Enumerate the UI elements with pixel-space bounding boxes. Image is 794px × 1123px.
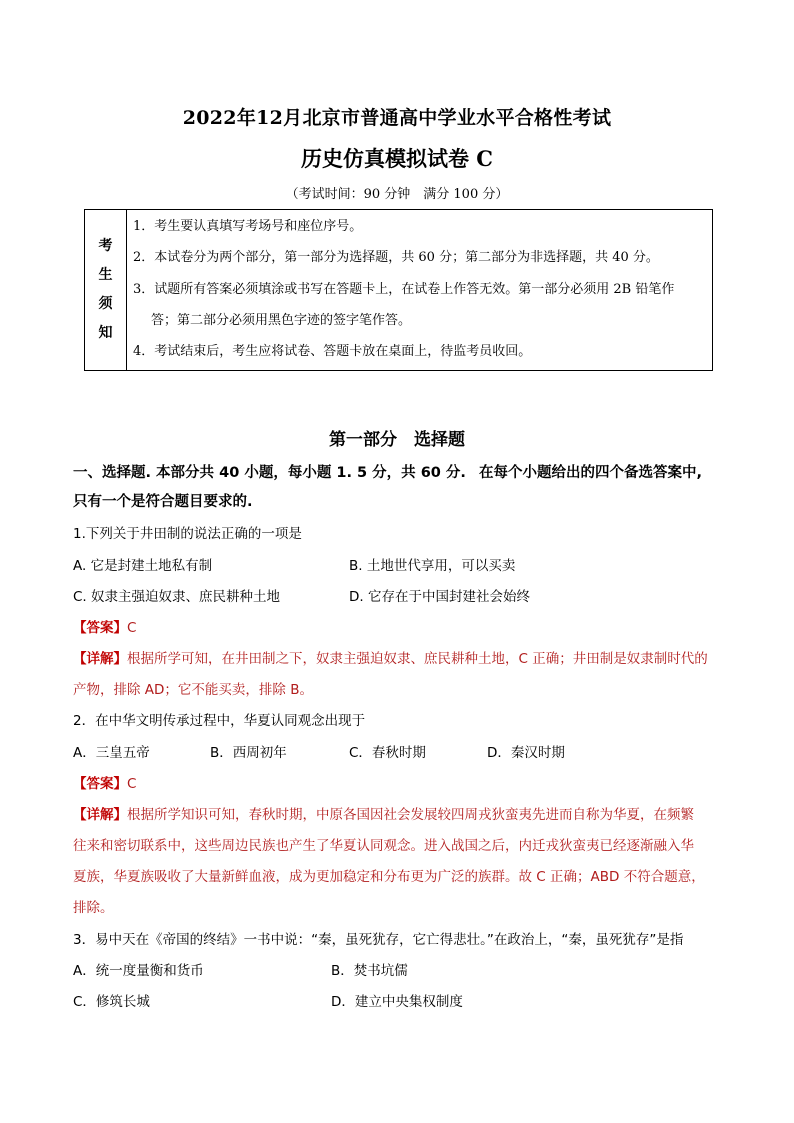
question-1-option-d: D. 它存在于中国封建社会始终 [349,589,530,605]
question-1-option-c: C. 奴隶主强迫奴隶、庶民耕种土地 [73,589,281,605]
question-3-option-c: C．修筑长城 [73,994,150,1010]
question-1-answer [73,618,136,638]
question-3-stem: 3．易中天在《帝国的终结》一书中说：“秦，虽死犹存，它亡得悲壮。”在政治上，“秦，虽死犹存”是指 [73,932,684,948]
answer-value: C [127,620,137,636]
section-instructions-line1 [73,463,702,483]
answer-value: C [127,776,137,792]
answer-tag: 【答案】 [73,776,127,792]
exam-title: 2022年12月北京市普通高中学业水平合格性考试 [182,107,612,129]
exam-subtitle: 历史仿真模拟试卷 C [300,146,494,171]
question-2-stem: 2．在中华文明传承过程中，华夏认同观念出现于 [73,713,366,729]
detail-tag: 【详解】 [73,807,127,823]
question-2-answer [73,774,136,794]
detail-text: 根据所学可知，在井田制之下，奴隶主强迫奴隶、庶民耕种土地，C 正确；井田制是奴隶制时代的 [127,651,708,667]
detail-text: 根据所学知识可知，春秋时期，中原各国因社会发展较四周戎狄蛮夷先进而自称为华夏，在频繁 [127,807,694,823]
question-1-stem: 1.下列关于井田制的说法正确的一项是 [73,526,302,542]
question-1-detail-line2: 产物，排除 AD；它不能买卖，排除 B。 [73,682,313,698]
question-2-option-b: B．西周初年 [210,745,287,761]
answer-tag: 【答案】 [73,620,127,636]
question-3-option-a: A．统一度量衡和货币 [73,963,204,979]
question-1-option-b: B. 土地世代享用，可以买卖 [349,558,516,574]
notice-label [85,210,127,370]
question-3-option-d: D．建立中央集权制度 [331,994,463,1010]
question-2-detail-line4: 排除。 [73,900,114,916]
detail-tag: 【详解】 [73,651,127,667]
notice-label-char: 考 [98,238,113,254]
question-2-option-d: D．秦汉时期 [487,745,565,761]
question-2-option-a: A．三皇五帝 [73,745,150,761]
instructions-part-b: 在每个小题给出的四个备选答案中, [479,465,703,481]
question-2-detail-line2: 往来和密切联系中，这些周边民族也产生了华夏认同观念。进入战国之后，内迁戎狄蛮夷已经逐渐融入华 [73,838,694,854]
exam-info: （考试时间：90 分钟 满分 100 分） [285,187,509,202]
question-2-detail-line1 [73,805,694,825]
question-3-option-b: B．焚书坑儒 [331,963,408,979]
notice-rule-3-cont: 答；第二部分必须用黑色字迹的签字笔作答。 [151,313,412,328]
notice-label-char: 须 [98,296,113,312]
notice-rule-4: 4．考试结束后，考生应将试卷、答题卡放在桌面上，待监考员收回。 [133,344,532,359]
section-instructions-line2: 只有一个是符合题目要求的. [73,494,253,510]
notice-rule-2: 2．本试卷分为两个部分，第一部分为选择题，共 60 分；第二部分为非选择题，共 40 分。 [133,250,659,265]
notice-label-char: 生 [98,267,113,283]
question-1-option-a: A. 它是封建土地私有制 [73,558,213,574]
section-title: 第一部分 选择题 [329,430,465,450]
question-2-detail-line3: 夏族，华夏族吸收了大量新鲜血液，成为更加稳定和分布更为广泛的族群。故 C 正确；ABD 不符合题意， [73,869,705,885]
question-1-detail-line1 [73,649,708,669]
candidate-notice-box [84,209,713,371]
question-2-option-c: C．春秋时期 [349,745,426,761]
notice-rule-3: 3．试题所有答案必须填涂或书写在答题卡上，在试卷上作答无效。第一部分必须用 2B 铅笔作 [133,282,675,297]
instructions-part-a: 一、选择题. 本部分共 40 小题，每小题 1. 5 分，共 60 分. [73,465,466,481]
notice-rule-1: 1．考生要认真填写考场号和座位序号。 [133,219,363,234]
notice-label-char: 知 [98,325,113,341]
